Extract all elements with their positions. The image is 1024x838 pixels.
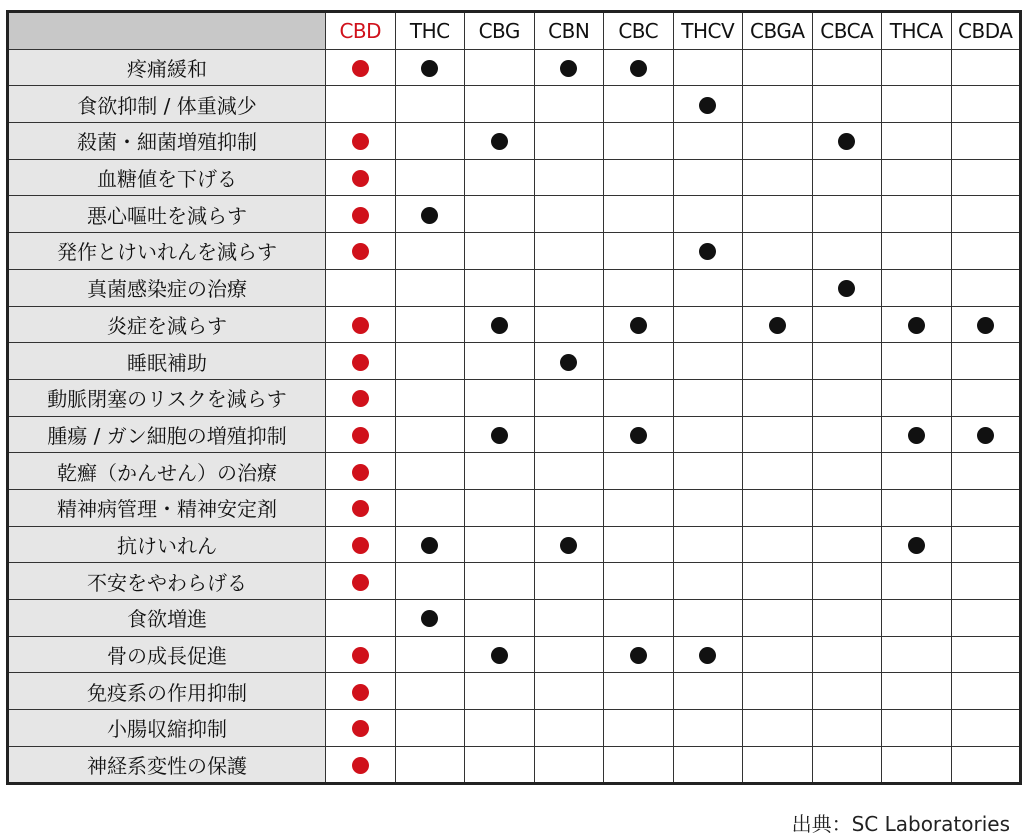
- cell-cbg: [465, 489, 535, 526]
- cell-thca: [882, 453, 952, 490]
- cell-cbg: [465, 453, 535, 490]
- cell-cbd: [326, 563, 396, 600]
- cell-thcv: [673, 600, 743, 637]
- table-row: [8, 343, 1021, 380]
- red-dot-marker: [352, 574, 369, 591]
- cell-cbda: [951, 453, 1021, 490]
- cell-cbda: [951, 233, 1021, 270]
- cell-cbg: [465, 563, 535, 600]
- cell-thcv: [673, 49, 743, 86]
- cell-cbca: [812, 563, 882, 600]
- cell-cbda: [951, 416, 1021, 453]
- black-dot-marker: [560, 60, 577, 77]
- cell-thc: [395, 489, 465, 526]
- cell-thcv: [673, 233, 743, 270]
- cell-cbn: [534, 453, 604, 490]
- cell-cbca: [812, 343, 882, 380]
- black-dot-marker: [977, 427, 994, 444]
- table-row: [8, 563, 1021, 600]
- red-dot-marker: [352, 170, 369, 187]
- table-row: [8, 636, 1021, 673]
- cell-cbc: [604, 563, 674, 600]
- cell-thc: [395, 526, 465, 563]
- column-header-thcv: THCV: [673, 12, 743, 50]
- cell-cbd: [326, 453, 396, 490]
- cell-cbca: [812, 49, 882, 86]
- cell-cbg: [465, 636, 535, 673]
- cell-thcv: [673, 159, 743, 196]
- cell-thca: [882, 123, 952, 160]
- black-dot-marker: [630, 647, 647, 664]
- black-dot-marker: [838, 280, 855, 297]
- red-dot-marker: [352, 537, 369, 554]
- cell-cbd: [326, 86, 396, 123]
- cell-cbga: [743, 233, 813, 270]
- black-dot-marker: [421, 207, 438, 224]
- effect-label: 神経系変性の保護: [8, 746, 326, 784]
- effect-label: 睡眠補助: [8, 343, 326, 380]
- cell-thca: [882, 49, 952, 86]
- effect-label: 骨の成長促進: [8, 636, 326, 673]
- black-dot-marker: [491, 647, 508, 664]
- cell-cbc: [604, 600, 674, 637]
- table-row: [8, 379, 1021, 416]
- cell-thca: [882, 489, 952, 526]
- cell-cbg: [465, 673, 535, 710]
- cell-cbc: [604, 49, 674, 86]
- cell-cbg: [465, 746, 535, 784]
- table-row: [8, 416, 1021, 453]
- cell-cbn: [534, 710, 604, 747]
- cell-cbca: [812, 746, 882, 784]
- cell-cbga: [743, 269, 813, 306]
- cell-thcv: [673, 563, 743, 600]
- effect-label: 疼痛緩和: [8, 49, 326, 86]
- table-row: [8, 159, 1021, 196]
- column-header-cbca: CBCA: [812, 12, 882, 50]
- cell-thc: [395, 233, 465, 270]
- table-row: [8, 196, 1021, 233]
- cell-cbca: [812, 233, 882, 270]
- cell-cbda: [951, 123, 1021, 160]
- cell-cbg: [465, 269, 535, 306]
- cell-thc: [395, 710, 465, 747]
- black-dot-marker: [560, 537, 577, 554]
- cell-thca: [882, 416, 952, 453]
- effect-label: 殺菌・細菌増殖抑制: [8, 123, 326, 160]
- red-dot-marker: [352, 243, 369, 260]
- cell-cbn: [534, 636, 604, 673]
- cell-cbca: [812, 526, 882, 563]
- cell-cbga: [743, 526, 813, 563]
- cell-cbn: [534, 526, 604, 563]
- effect-label: 免疫系の作用抑制: [8, 673, 326, 710]
- cell-cbca: [812, 379, 882, 416]
- table-row: [8, 49, 1021, 86]
- cell-cbn: [534, 600, 604, 637]
- cell-thc: [395, 269, 465, 306]
- cell-cbca: [812, 86, 882, 123]
- effect-label: 精神病管理・精神安定剤: [8, 489, 326, 526]
- red-dot-marker: [352, 757, 369, 774]
- cell-cbga: [743, 343, 813, 380]
- cell-cbca: [812, 453, 882, 490]
- table-row: [8, 123, 1021, 160]
- cell-cbc: [604, 123, 674, 160]
- black-dot-marker: [977, 317, 994, 334]
- column-header-cbg: CBG: [465, 12, 535, 50]
- cell-cbn: [534, 86, 604, 123]
- cell-thcv: [673, 306, 743, 343]
- cell-cbd: [326, 343, 396, 380]
- red-dot-marker: [352, 317, 369, 334]
- cell-thca: [882, 343, 952, 380]
- cell-cbd: [326, 416, 396, 453]
- cell-cbd: [326, 123, 396, 160]
- effect-label: 腫瘍 / ガン細胞の増殖抑制: [8, 416, 326, 453]
- effect-label: 乾癬（かんせん）の治療: [8, 453, 326, 490]
- cell-thca: [882, 600, 952, 637]
- cell-cbga: [743, 600, 813, 637]
- column-header-cbd: CBD: [326, 12, 396, 50]
- cell-cbn: [534, 269, 604, 306]
- cell-cbga: [743, 416, 813, 453]
- cell-cbg: [465, 379, 535, 416]
- cell-cbd: [326, 49, 396, 86]
- cell-thca: [882, 86, 952, 123]
- cell-cbga: [743, 673, 813, 710]
- cell-thca: [882, 269, 952, 306]
- table-row: [8, 306, 1021, 343]
- cell-cbn: [534, 379, 604, 416]
- cell-cbc: [604, 416, 674, 453]
- cell-cbd: [326, 269, 396, 306]
- cell-cbd: [326, 306, 396, 343]
- cell-cbn: [534, 233, 604, 270]
- cell-cbda: [951, 159, 1021, 196]
- cell-thcv: [673, 746, 743, 784]
- table-row: [8, 710, 1021, 747]
- effect-label: 真菌感染症の治療: [8, 269, 326, 306]
- cell-thc: [395, 306, 465, 343]
- cell-thca: [882, 746, 952, 784]
- cell-cbc: [604, 343, 674, 380]
- red-dot-marker: [352, 427, 369, 444]
- cell-cbda: [951, 86, 1021, 123]
- red-dot-marker: [352, 390, 369, 407]
- cell-cbg: [465, 343, 535, 380]
- cell-cbd: [326, 233, 396, 270]
- black-dot-marker: [421, 60, 438, 77]
- cell-thcv: [673, 123, 743, 160]
- cell-cbda: [951, 306, 1021, 343]
- cell-cbn: [534, 746, 604, 784]
- cell-thcv: [673, 269, 743, 306]
- black-dot-marker: [491, 427, 508, 444]
- cell-cbn: [534, 306, 604, 343]
- table-row: [8, 269, 1021, 306]
- cell-cbc: [604, 379, 674, 416]
- black-dot-marker: [491, 133, 508, 150]
- black-dot-marker: [699, 243, 716, 260]
- cell-cbg: [465, 416, 535, 453]
- cell-cbn: [534, 416, 604, 453]
- cell-cbda: [951, 673, 1021, 710]
- cell-cbca: [812, 416, 882, 453]
- cell-cbda: [951, 600, 1021, 637]
- cell-cbg: [465, 710, 535, 747]
- cell-cbga: [743, 159, 813, 196]
- cell-cbda: [951, 343, 1021, 380]
- cell-cbc: [604, 526, 674, 563]
- red-dot-marker: [352, 684, 369, 701]
- cell-cbca: [812, 489, 882, 526]
- cell-cbc: [604, 746, 674, 784]
- table-row: [8, 746, 1021, 784]
- column-header-cbc: CBC: [604, 12, 674, 50]
- cell-cbda: [951, 49, 1021, 86]
- effect-label: 抗けいれん: [8, 526, 326, 563]
- cell-thca: [882, 233, 952, 270]
- cell-thc: [395, 123, 465, 160]
- cell-cbda: [951, 746, 1021, 784]
- cell-cbda: [951, 526, 1021, 563]
- cell-cbga: [743, 379, 813, 416]
- cell-thc: [395, 673, 465, 710]
- header-row: [8, 12, 1021, 50]
- table-row: [8, 600, 1021, 637]
- cell-cbga: [743, 49, 813, 86]
- cell-cbc: [604, 710, 674, 747]
- effect-label: 血糖値を下げる: [8, 159, 326, 196]
- cell-cbn: [534, 196, 604, 233]
- cell-cbd: [326, 526, 396, 563]
- cell-cbca: [812, 159, 882, 196]
- effect-label: 動脈閉塞のリスクを減らす: [8, 379, 326, 416]
- effect-label: 発作とけいれんを減らす: [8, 233, 326, 270]
- cell-thc: [395, 563, 465, 600]
- cell-cbca: [812, 710, 882, 747]
- cannabinoid-effects-table: [6, 10, 1022, 785]
- red-dot-marker: [352, 207, 369, 224]
- black-dot-marker: [630, 427, 647, 444]
- cell-cbga: [743, 489, 813, 526]
- cell-cbga: [743, 306, 813, 343]
- cell-thc: [395, 343, 465, 380]
- cell-cbn: [534, 159, 604, 196]
- cell-cbg: [465, 123, 535, 160]
- red-dot-marker: [352, 133, 369, 150]
- cell-cbc: [604, 86, 674, 123]
- cell-thca: [882, 563, 952, 600]
- cell-cbc: [604, 233, 674, 270]
- table-row: [8, 86, 1021, 123]
- cell-cbn: [534, 673, 604, 710]
- cell-thcv: [673, 489, 743, 526]
- cell-cbd: [326, 710, 396, 747]
- cell-cbc: [604, 453, 674, 490]
- cell-cbd: [326, 746, 396, 784]
- cell-cbda: [951, 379, 1021, 416]
- cell-thca: [882, 196, 952, 233]
- effect-label: 小腸収縮抑制: [8, 710, 326, 747]
- cell-cbda: [951, 196, 1021, 233]
- cell-cbda: [951, 269, 1021, 306]
- cell-cbn: [534, 49, 604, 86]
- black-dot-marker: [699, 647, 716, 664]
- cell-cbga: [743, 453, 813, 490]
- column-header-thc: THC: [395, 12, 465, 50]
- red-dot-marker: [352, 647, 369, 664]
- effect-label: 食欲抑制 / 体重減少: [8, 86, 326, 123]
- cell-cbn: [534, 343, 604, 380]
- cell-cbd: [326, 673, 396, 710]
- cell-thc: [395, 86, 465, 123]
- black-dot-marker: [630, 317, 647, 334]
- cell-cbga: [743, 746, 813, 784]
- cell-thca: [882, 379, 952, 416]
- black-dot-marker: [560, 354, 577, 371]
- column-header-cbga: CBGA: [743, 12, 813, 50]
- red-dot-marker: [352, 354, 369, 371]
- column-header-thca: THCA: [882, 12, 952, 50]
- cell-thcv: [673, 86, 743, 123]
- cell-thca: [882, 673, 952, 710]
- cell-thca: [882, 636, 952, 673]
- source-credit: 出典：SC Laboratories: [791, 812, 1010, 836]
- cell-thcv: [673, 673, 743, 710]
- cell-cbca: [812, 196, 882, 233]
- cell-thc: [395, 453, 465, 490]
- cell-cbd: [326, 489, 396, 526]
- effect-label: 悪心嘔吐を減らす: [8, 196, 326, 233]
- red-dot-marker: [352, 60, 369, 77]
- cell-thc: [395, 746, 465, 784]
- cell-thc: [395, 416, 465, 453]
- cell-thcv: [673, 343, 743, 380]
- cell-cbg: [465, 306, 535, 343]
- cell-thca: [882, 159, 952, 196]
- cell-cbg: [465, 233, 535, 270]
- cell-cbg: [465, 49, 535, 86]
- table-row: [8, 489, 1021, 526]
- black-dot-marker: [421, 610, 438, 627]
- cell-thca: [882, 306, 952, 343]
- cell-cbca: [812, 600, 882, 637]
- red-dot-marker: [352, 500, 369, 517]
- column-header-cbda: CBDA: [951, 12, 1021, 50]
- cell-cbga: [743, 710, 813, 747]
- cell-cbn: [534, 563, 604, 600]
- red-dot-marker: [352, 464, 369, 481]
- table-row: [8, 673, 1021, 710]
- table-row: [8, 526, 1021, 563]
- black-dot-marker: [908, 537, 925, 554]
- cell-cbd: [326, 159, 396, 196]
- black-dot-marker: [908, 317, 925, 334]
- cell-cbn: [534, 489, 604, 526]
- black-dot-marker: [699, 97, 716, 114]
- cell-cbc: [604, 269, 674, 306]
- cell-cbda: [951, 710, 1021, 747]
- effect-label: 食欲増進: [8, 600, 326, 637]
- black-dot-marker: [421, 537, 438, 554]
- cell-thca: [882, 710, 952, 747]
- cell-thcv: [673, 453, 743, 490]
- table-row: [8, 233, 1021, 270]
- black-dot-marker: [838, 133, 855, 150]
- cell-cbg: [465, 600, 535, 637]
- cell-thc: [395, 379, 465, 416]
- black-dot-marker: [769, 317, 786, 334]
- cell-cbda: [951, 563, 1021, 600]
- cell-thc: [395, 636, 465, 673]
- corner-cell: [8, 12, 326, 50]
- black-dot-marker: [630, 60, 647, 77]
- cell-cbc: [604, 196, 674, 233]
- table-row: [8, 453, 1021, 490]
- cell-cbc: [604, 306, 674, 343]
- cell-thcv: [673, 526, 743, 563]
- cell-thc: [395, 196, 465, 233]
- cell-thca: [882, 526, 952, 563]
- cell-cbg: [465, 526, 535, 563]
- cell-cbga: [743, 123, 813, 160]
- cell-cbg: [465, 196, 535, 233]
- column-header-cbn: CBN: [534, 12, 604, 50]
- cell-cbda: [951, 489, 1021, 526]
- black-dot-marker: [908, 427, 925, 444]
- cell-cbd: [326, 636, 396, 673]
- cell-cbg: [465, 86, 535, 123]
- cell-cbca: [812, 269, 882, 306]
- black-dot-marker: [491, 317, 508, 334]
- table-body: [8, 49, 1021, 784]
- cell-cbc: [604, 673, 674, 710]
- cell-cbc: [604, 636, 674, 673]
- cell-cbca: [812, 123, 882, 160]
- cell-thcv: [673, 379, 743, 416]
- effect-label: 不安をやわらげる: [8, 563, 326, 600]
- cell-thc: [395, 600, 465, 637]
- cell-cbd: [326, 196, 396, 233]
- cell-cbca: [812, 673, 882, 710]
- cell-cbga: [743, 563, 813, 600]
- cell-cbga: [743, 636, 813, 673]
- cell-thcv: [673, 636, 743, 673]
- cell-cbc: [604, 159, 674, 196]
- cell-cbc: [604, 489, 674, 526]
- effect-label: 炎症を減らす: [8, 306, 326, 343]
- cell-cbd: [326, 600, 396, 637]
- cell-thcv: [673, 710, 743, 747]
- cell-thc: [395, 159, 465, 196]
- cell-cbca: [812, 636, 882, 673]
- cell-thcv: [673, 416, 743, 453]
- cell-cbg: [465, 159, 535, 196]
- cell-thc: [395, 49, 465, 86]
- cell-cbca: [812, 306, 882, 343]
- cell-thcv: [673, 196, 743, 233]
- cell-cbga: [743, 196, 813, 233]
- red-dot-marker: [352, 720, 369, 737]
- cell-cbda: [951, 636, 1021, 673]
- cell-cbn: [534, 123, 604, 160]
- cell-cbd: [326, 379, 396, 416]
- cell-cbga: [743, 86, 813, 123]
